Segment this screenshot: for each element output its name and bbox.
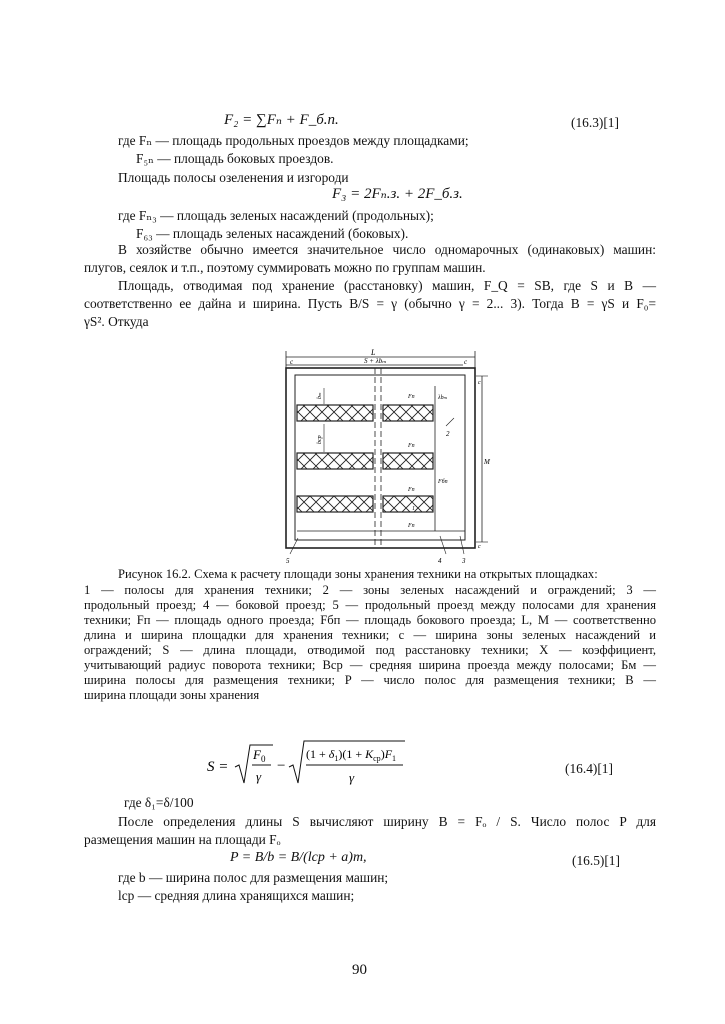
- caption-line-6: ограждений; S — длина площади, отводимой под расстановку техники; X — коэффициент,: [84, 643, 656, 657]
- formula-16-3: [224, 110, 339, 129]
- label-Fn-3: Fп: [408, 487, 415, 493]
- label-S: S + λbₘ: [364, 357, 387, 365]
- label-bm: bₘ: [317, 392, 323, 399]
- formula-16-4-number: (16.4)[1]: [565, 761, 613, 776]
- where-line-1: где b — ширина полос для размещения машин;: [118, 870, 389, 885]
- label-Fn-1: Fп: [408, 394, 415, 400]
- label-M: M: [484, 458, 490, 466]
- svg-text:S =: S =: [207, 759, 229, 775]
- caption-line-3: продольный проезд; 4 — боковой проезд; 5 — продольный проезд между полосами для хранения: [84, 598, 656, 612]
- text-line-2: F₅ₙ — площадь боковых проездов.: [136, 151, 334, 166]
- formula-green-zone: F₃ = 2Fₙ.з. + 2F_б.з.: [332, 186, 463, 202]
- formula-16-5-number: (16.5)[1]: [572, 853, 620, 868]
- formula-16-3-text: F₂ = ∑Fₙ + F_б.п.: [224, 112, 339, 128]
- storage-strip-1-left: [297, 405, 373, 421]
- label-num-3: 3: [462, 557, 466, 565]
- figure-caption: [118, 567, 656, 582]
- caption-line-4: техники; Fп — площадь одного проезда; Fбп — площадь бокового проезда; L, M — соответственно: [84, 613, 656, 627]
- svg-text:γ: γ: [256, 769, 262, 784]
- label-c-side-top: c: [478, 380, 481, 386]
- label-num-2: 2: [446, 430, 450, 438]
- text-line-4: где Fₙ₃ — площадь зеленых насаждений (продольных);: [118, 208, 434, 223]
- svg-text:0: 0: [261, 754, 266, 764]
- label-c-right: c: [464, 358, 468, 366]
- label-num-1: 1: [412, 506, 415, 512]
- storage-strip-3-left: [297, 496, 373, 512]
- formula-16-3-number: (16.3)[1]: [571, 115, 619, 130]
- paragraph-2-line-1: Площадь, отводимая под хранение (расстановку) машин, F_Q = SB, где S и B —: [118, 278, 656, 293]
- svg-text:−: −: [277, 758, 286, 774]
- label-L: L: [371, 348, 376, 357]
- paragraph-2-line-2: соответственно ее дайна и ширина. Пусть B/S = γ (обычно γ = 2... 3). Тогда B = γS и F₀=: [84, 296, 656, 311]
- label-c-top: c: [290, 358, 294, 366]
- svg-text:(1 + δ1)(1 + Kср)F1: $(1 + \delta_1)(1 + K_{ср})F_1$: [306, 747, 397, 763]
- caption-line-5: длина и ширина площадки для хранения техники; c — ширина зоны зеленых насаждений и: [84, 628, 656, 642]
- paragraph-1-line-1: В хозяйстве обычно имеется значительное число одномарочных (одинаковых) машин:: [118, 242, 656, 257]
- page-number: 90: [352, 962, 367, 978]
- paragraph-3-line-1: После определения длины S вычисляют ширину B = Fₒ / S. Число полос P для: [118, 814, 656, 829]
- formula-16-5: P = B/b = B/(lср + a)m,: [230, 850, 367, 865]
- storage-strip-1-right: [383, 405, 433, 421]
- label-Fn-2: Fп: [408, 443, 415, 449]
- label-Fn-4: Fп: [408, 523, 415, 529]
- label-bcp: bср: [317, 435, 323, 444]
- figure-storage-scheme: [268, 346, 500, 568]
- text-line-3: Площадь полосы озеленения и изгороди: [118, 170, 349, 185]
- paragraph-1-line-2: плугов, сеялок и т.п., поэтому суммировать можно по группам машин.: [84, 260, 486, 275]
- label-lambda-bm: λbₘ: [438, 395, 448, 401]
- text-line-5: F₆₃ — площадь зеленых насаждений (боковых).: [136, 226, 409, 241]
- label-num-4: 4: [438, 557, 442, 565]
- text-line-1: где Fₙ — площадь продольных проездов между площадками;: [118, 133, 469, 148]
- storage-strip-2-right: [383, 453, 433, 469]
- caption-line-2: 1 — полосы для хранения техники; 2 — зоны зеленых насаждений и ограждений; 3 —: [84, 583, 656, 597]
- label-c-side-bottom: c: [478, 544, 481, 550]
- formula-16-4: [205, 737, 425, 793]
- storage-strip-3-right: [383, 496, 433, 512]
- paragraph-3-line-2: размещения машин на площади Fₒ: [84, 832, 281, 847]
- delta-definition: где δ₁=δ/100: [124, 795, 194, 810]
- caption-line-8: ширина полосы для размещения техники; P — число полос для размещения техники; B —: [84, 673, 656, 687]
- svg-text:γ: γ: [349, 770, 355, 785]
- caption-line-9: ширина площади зоны хранения: [84, 688, 260, 702]
- label-Fbn: Fбп: [438, 479, 448, 485]
- caption-line-7: учитывающий радиус поворота техники; Bср — средняя ширина проезда между полосами; Бм —: [84, 658, 656, 672]
- caption-body: [84, 583, 656, 703]
- caption-line-1: Рисунок 16.2. Схема к расчету площади зоны хранения техники на открытых площадках:: [118, 567, 598, 581]
- svg-text:F: F: [253, 747, 261, 762]
- paragraph-2-line-3: γS². Откуда: [84, 314, 149, 329]
- label-num-5: 5: [286, 557, 290, 565]
- storage-strip-2-left: [297, 453, 373, 469]
- where-line-2: lср — средняя длина хранящихся машин;: [118, 888, 355, 903]
